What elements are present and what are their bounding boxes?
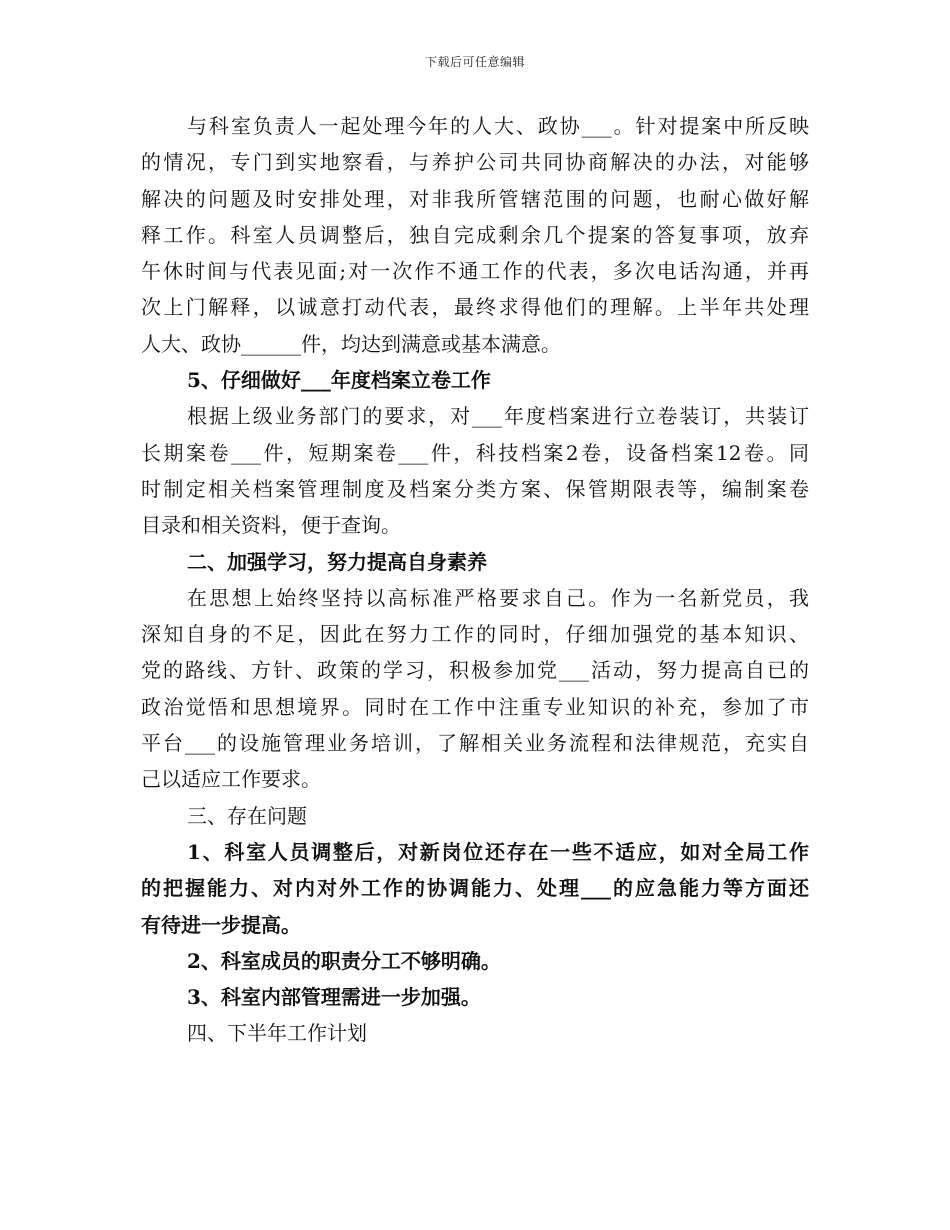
- text-line: 与科室负责人一起处理今年的人大、政协___。针对提案中所反映: [187, 114, 809, 138]
- paragraph-liaison-proposals: [141, 108, 809, 362]
- text-line: 目录和相关资料，便于查询。: [141, 513, 401, 538]
- page-header: 下载后可任意编辑: [424, 55, 525, 69]
- paragraph-problem-2: 2、科室成员的职责分工不够明确。: [187, 948, 501, 973]
- text-line: 根据上级业务部门的要求，对___年度档案进行立卷装订，共装订: [187, 404, 809, 429]
- text-line: 解决的问题及时安排处理，对非我所管辖范围的问题，也耐心做好解: [141, 186, 809, 211]
- text-line: 深知自身的不足，因此在努力工作的同时，仔细加强党的基本知识、: [141, 622, 809, 647]
- text-line: 政治觉悟和思想境界。同时在工作中注重专业知识的补充，参加了市: [141, 694, 809, 719]
- text-line: 在思想上始终坚持以高标准严格要求自己。作为一名新党员，我: [187, 585, 809, 610]
- text-line: 午休时间与代表见面;对一次作不通工作的代表，多次电话沟通，并再: [141, 259, 809, 284]
- text-line: 有待进一步提高。: [141, 912, 301, 937]
- text-line: 的把握能力、对内对外工作的协调能力、处理___的应急能力等方面还: [141, 876, 809, 901]
- paragraph-study: [141, 580, 809, 798]
- text-line: 时制定相关档案管理制度及档案分类方案、保管期限表等，编制案卷: [141, 476, 809, 501]
- text-line: 平台___的设施管理业务培训，了解相关业务流程和法律规范，充实自: [141, 731, 809, 756]
- text-line: 己以适应工作要求。: [141, 767, 321, 792]
- section-heading-study: 二、加强学习，努力提高自身素养: [187, 549, 487, 574]
- paragraph-problem-3: 3、科室内部管理需进一步加强。: [187, 985, 481, 1010]
- text-line: 1、科室人员调整后，对新岗位还存在一些不适应，如对全局工作: [187, 839, 809, 864]
- paragraph-problem-1: [141, 834, 809, 943]
- text-line: 党的路线、方针、政策的学习，积极参加党___活动，努力提高自已的: [141, 658, 809, 683]
- text-line: 人大、政协______件，均达到满意或基本满意。: [141, 331, 561, 356]
- text-line: 长期案卷___件，短期案卷___件，科技档案2卷，设备档案12卷。同: [141, 440, 809, 465]
- document-body: [141, 108, 809, 1052]
- text-line: 次上门解释，以诚意打动代表，最终求得他们的理解。上半年共处理: [141, 295, 809, 320]
- section-heading-problems: 三、存在问题: [187, 803, 307, 828]
- paragraph-archives: [141, 398, 809, 543]
- text-line: 释工作。科室人员调整后，独自完成剩余几个提案的答复事项，放弃: [141, 222, 809, 247]
- section-heading-archives: 5、仔细做好___年度档案立卷工作: [187, 368, 491, 393]
- section-heading-plan: 四、下半年工作计划: [187, 1021, 367, 1046]
- text-line: 的情况，专门到实地察看，与养护公司共同协商解决的办法，对能够: [141, 150, 809, 175]
